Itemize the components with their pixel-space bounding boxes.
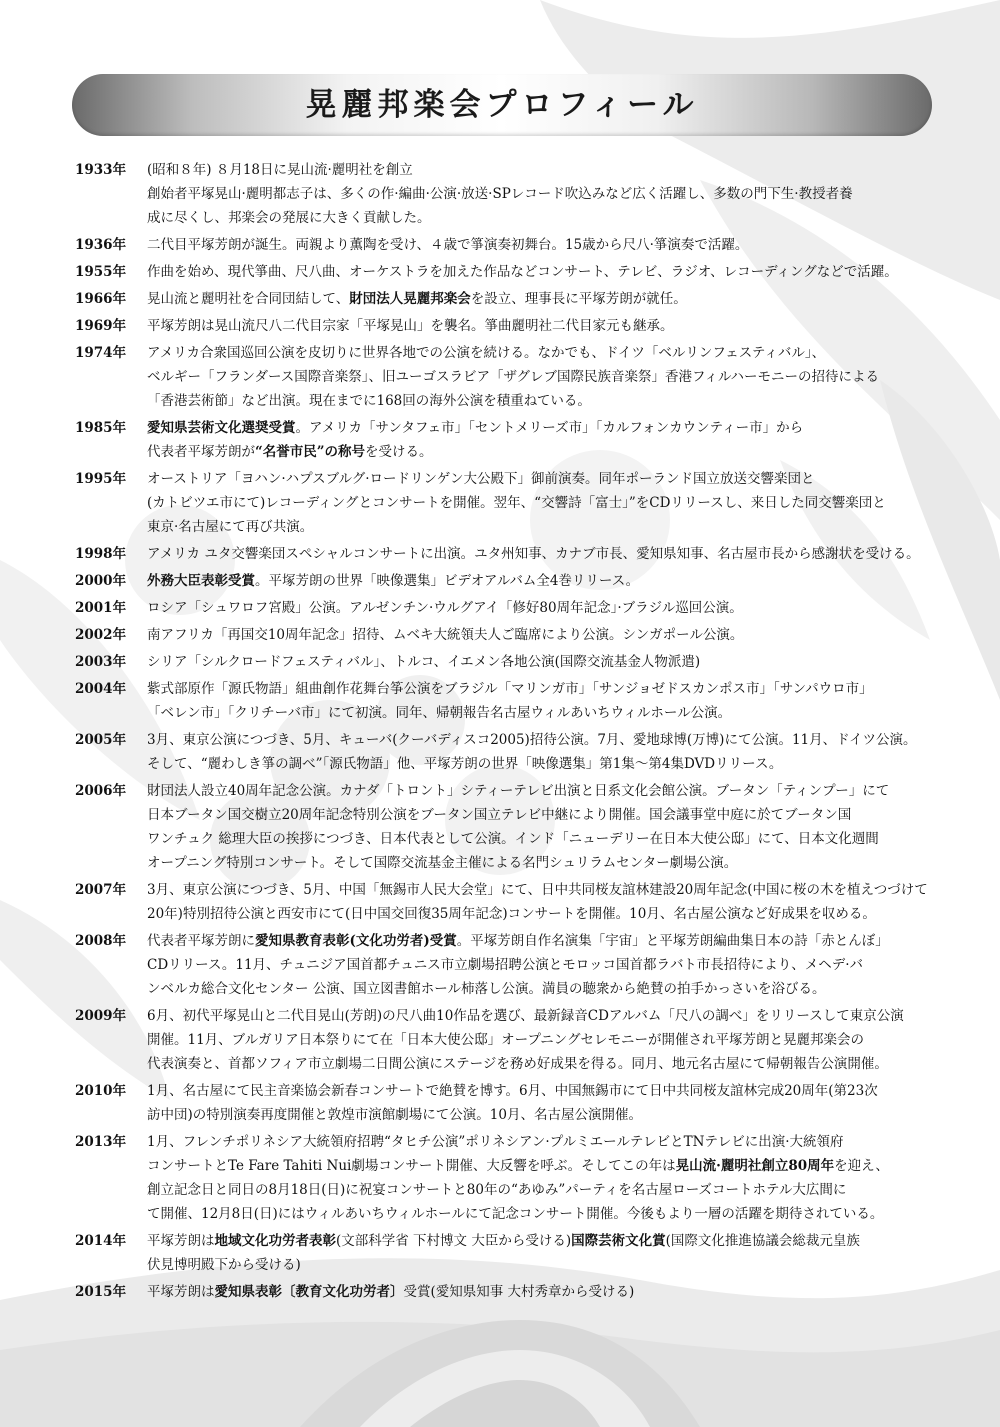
entry-text-segment: (国際文化推進協議会総裁元皇族 [665,1233,860,1249]
entry-text-segment: を受ける。 [365,444,433,460]
entry-year: 1936年 [75,237,127,253]
entry-line [147,1130,947,1154]
entry-text [147,158,947,230]
entry-text-segment: ロシア「シュワロフ宮殿」公演。アルゼンチン·ウルグアイ「修好80周年記念」·ブラジル巡回公演。 [147,600,743,616]
entry-year: 2009年 [75,1008,127,1024]
timeline-entry [0,677,1000,725]
entry-text-segment: 。アメリカ「サンタフェ市」「セントメリーズ市」「カルフォンカウンティー市」から [295,420,804,436]
timeline-entry [0,542,1000,566]
entry-text [147,287,947,311]
entry-line [147,341,947,365]
entry-text [147,341,947,413]
entry-text [147,728,947,776]
entry-line [147,1052,947,1076]
entry-text-segment: 代表者平塚芳朗に [147,933,255,949]
entry-text-segment: (昭和８年) ８月18日に晃山流·麗明社を創立 [147,162,413,178]
entry-text-segment: 東京·名古屋にて再び共演。 [147,519,314,535]
entry-line [147,929,947,953]
entry-year: 2015年 [75,1284,127,1300]
entry-line [147,953,947,977]
entry-year: 1974年 [75,345,127,361]
highlighted-text: 愛知県表彰〔教育文化功労者〕 [214,1284,404,1300]
entry-text-segment: 平塚芳朗は [147,1233,215,1249]
highlighted-text: “名誉市民”の称号 [255,444,366,460]
entry-text [147,596,947,620]
timeline-entry [0,233,1000,257]
entry-line [147,977,947,1001]
entry-year: 1933年 [75,162,127,178]
page-title: 晃麗邦楽会プロフィール [305,87,699,123]
entry-text-segment: アメリカ合衆国巡回公演を皮切りに世界各地での公演を続ける。なかでも、ドイツ「ベルリンフェスティバル」、 [147,345,826,361]
timeline-entry [0,1280,1000,1304]
entry-line [147,569,947,593]
entry-text [147,677,947,725]
entry-text-segment: 「ベレン市」「クリチーバ市」にて初演。同年、帰朝報告名古屋ウィルあいちウィルホール公演。 [147,705,732,721]
entry-line [147,233,947,257]
entry-line [147,1280,947,1304]
entry-text [147,1229,947,1277]
entry-line [147,158,947,182]
entry-text-segment: 平塚芳朗は [147,1284,215,1300]
entry-text-segment: 3月、東京公演につづき、5月、キューバ(クーバディスコ2005)招待公演。7月、愛地球博(万博)にて公演。11月、ドイツ公演。 [147,732,917,748]
entry-text [147,929,947,1001]
entry-line [147,515,947,539]
timeline-entry [0,467,1000,539]
timeline-entry [0,341,1000,413]
entry-line [147,728,947,752]
entry-text-segment: そして、“麗わしき箏の調べ”「源氏物語」他、平塚芳朗の世界「映像選集」第1集～第4集DVDリリース。 [147,756,783,772]
entry-line [147,1103,947,1127]
entry-line [147,827,947,851]
timeline-entry [0,1079,1000,1127]
entry-year: 2008年 [75,933,127,949]
entry-year: 2006年 [75,783,127,799]
entry-line [147,542,947,566]
entry-text-segment: 成に尽くし、邦楽会の発展に大きく貢献した。 [147,210,431,226]
entry-text-segment: オーストリア「ヨハン·ハプスブルグ·ロードリンゲン大公殿下」御前演奏。同年ポーランド国立放送交響楽団と [147,471,815,487]
entry-text-segment: ワンチュク 総理大臣の挨拶につづき、日本代表として公演。インド「ニューデリー在日本大使公邸」にて、日本文化週間 [147,831,879,847]
timeline-entry [0,929,1000,1001]
timeline-entry [0,1130,1000,1226]
highlighted-text: 国際芸術文化賞 [571,1233,666,1249]
entry-text-segment: コンサートとTe Fare Tahiti Nui劇場コンサート開催、大反響を呼ぶ。そしてこの年は [147,1158,676,1174]
highlighted-text: 晃山流·麗明社創立80周年 [675,1158,835,1174]
entry-year: 2003年 [75,654,127,670]
highlighted-text: 愛知県芸術文化選奨受賞 [147,420,296,436]
entry-line [147,701,947,725]
entry-text [147,1130,947,1226]
timeline-entry [0,728,1000,776]
entry-text-segment: 平塚芳朗は晃山流尺八二代目宗家「平塚晃山」を襲名。箏曲麗明社二代目家元も継承。 [147,318,674,334]
entry-line [147,389,947,413]
entry-line [147,287,947,311]
entry-text [147,1004,947,1076]
entry-year: 2000年 [75,573,127,589]
entry-text [147,623,947,647]
entry-text-segment: CDリリース。11月、チュニジア国首都チュニス市立劇場招聘公演とモロッコ国首都ラバト市長招待により、メヘデ·バ [147,957,864,973]
entry-text-segment: (文部科学省 下村博文 大臣から受ける) [336,1233,572,1249]
entry-text-segment: 代表演奏と、首都ソフィア市立劇場二日間公演にステージを務め好成果を得る。同月、地元名古屋にて帰朝報告公演開催。 [147,1056,888,1072]
entry-year: 2010年 [75,1083,127,1099]
entry-text-segment: (カトビツエ市にて)レコーディングとコンサートを開催。翌年、“交響詩「富士」”をCDリリースし、来日した同交響楽団と [147,495,886,511]
entry-year: 2004年 [75,681,127,697]
entry-text-segment: 作曲を始め、現代箏曲、尺八曲、オーケストラを加えた作品などコンサート、テレビ、ラジオ、レコーディングなどで活躍。 [147,264,898,280]
timeline-entry [0,314,1000,338]
entry-text-segment: オープニング特別コンサート。そして国際交流基金主催による名門シュリラムセンター劇場公演。 [147,855,738,871]
entry-text-segment: 紫式部原作「源氏物語」組曲創作花舞台筝公演をブラジル「マリンガ市」「サンジョゼドスカンポス市」「サンパウロ市」 [147,681,873,697]
timeline-entry [0,569,1000,593]
entry-line [147,1178,947,1202]
entry-year: 1995年 [75,471,127,487]
entry-year: 2002年 [75,627,127,643]
entry-text [147,1280,947,1304]
entry-text-segment: 創立記念日と同日の8月18日(日)に祝宴コンサートと80年の“あゆみ”パーティを名古屋ローズコートホテル大広間に [147,1182,847,1198]
entry-line [147,260,947,284]
entry-text [147,650,947,674]
entry-line [147,677,947,701]
entry-text-segment: 「香港芸術節」など出演。現在までに168回の海外公演を積重ねている。 [147,393,591,409]
entry-line [147,752,947,776]
entry-text-segment: 訪中団)の特別演奏再度開催と敦煌市演館劇場にて公演。10月、名古屋公演開催。 [147,1107,642,1123]
entry-line [147,596,947,620]
entry-text [147,233,947,257]
entry-line [147,803,947,827]
entry-text-segment: 20年)特別招待公演と西安市にて(日中国交回復35周年記念)コンサートを開催。10月、名古屋公演など好成果を収める。 [147,906,876,922]
entry-year: 2014年 [75,1233,127,1249]
entry-text-segment: 二代目平塚芳朗が誕生。両親より薫陶を受け、４歳で箏演奏初舞台。15歳から尺八·箏演奏で活躍。 [147,237,749,253]
entry-text [147,416,947,464]
entry-text-segment: ンベルカ総合文化センター 公演、国立図書館ホール柿落し公演。満員の聴衆から絶賛の拍手かっさいを浴びる。 [147,981,826,997]
entry-text [147,569,947,593]
entry-text-segment: 財団法人設立40周年記念公演。カナダ「トロント」シティーテレビ出演と日系文化会館公演。ブータン「ティンプー」にて [147,783,890,799]
entry-text-segment: を設立、理事長に平塚芳朗が就任。 [470,291,687,307]
entry-line [147,1253,947,1277]
entry-year: 1955年 [75,264,127,280]
entry-text [147,467,947,539]
entry-year: 2001年 [75,600,127,616]
entry-line [147,902,947,926]
profile-timeline [0,158,1000,1307]
entry-line [147,1028,947,1052]
entry-text-segment: 3月、東京公演につづき、5月、中国「無錫市人民大会堂」にて、日中共同桜友誼林建設20周年記念(中国に桜の木を植えつづけて [147,882,928,898]
timeline-entry [0,1229,1000,1277]
entry-line [147,491,947,515]
entry-line [147,440,947,464]
entry-text [147,314,947,338]
timeline-entry [0,260,1000,284]
timeline-entry [0,416,1000,464]
timeline-entry [0,287,1000,311]
entry-text [147,1079,947,1127]
entry-line [147,1004,947,1028]
entry-line [147,467,947,491]
entry-line [147,182,947,206]
entry-text [147,878,947,926]
entry-text-segment: ベルギー「フランダース国際音楽祭」、旧ユーゴスラビア「ザグレブ国際民族音楽祭」香港フィルハーモニーの招待による [147,369,879,385]
entry-text-segment: 。平塚芳朗自作名演集「宇宙」と平塚芳朗編曲集日本の詩「赤とんぼ」 [456,933,889,949]
entry-year: 2013年 [75,1134,127,1150]
entry-text-segment: 1月、フレンチポリネシア大統領府招聘“タヒチ公演”ポリネシアン·プルミエールテレビとTNテレビに出演·大統領府 [147,1134,844,1150]
entry-line [147,1154,947,1178]
highlighted-text: 愛知県教育表彰(文化功労者)受賞 [255,933,457,949]
entry-text-segment: 代表者平塚芳朗が [147,444,255,460]
entry-text-segment: を迎え、 [834,1158,889,1174]
timeline-entry [0,878,1000,926]
entry-text-segment: 。平塚芳朗の世界「映像選集」ビデオアルバム全4巻リリース。 [255,573,640,589]
timeline-entry [0,596,1000,620]
entry-text-segment: 晃山流と麗明社を合同団結して、 [147,291,350,307]
entry-text-segment: 1月、名古屋にて民主音楽協会新春コンサートで絶賛を博す。6月、中国無錫市にて日中共同桜友誼林完成20周年(第23次 [147,1083,878,1099]
entry-text-segment: シリア「シルクロードフェスティバル」、トルコ、イエメン各地公演(国際交流基金人物派遣) [147,654,701,670]
timeline-entry [0,158,1000,230]
highlighted-text: 財団法人晃麗邦楽会 [349,291,471,307]
timeline-entry [0,623,1000,647]
entry-line [147,416,947,440]
highlighted-text: 地域文化功労者表彰 [214,1233,336,1249]
timeline-entry [0,1004,1000,1076]
entry-line [147,1079,947,1103]
entry-year: 2005年 [75,732,127,748]
entry-text-segment: 6月、初代平塚晃山と二代目晃山(芳朗)の尺八曲10作品を選び、最新録音CDアルバム「尺八の調べ」をリリースして東京公演 [147,1008,904,1024]
entry-line [147,1229,947,1253]
entry-year: 1985年 [75,420,127,436]
entry-text-segment: 日本ブータン国交樹立20周年記念特別公演をブータン国立テレビ中継により開催。国会議事堂中庭に於てブータン国 [147,807,852,823]
entry-text-segment: 伏見博明殿下から受ける) [147,1257,301,1273]
entry-line [147,365,947,389]
entry-line [147,623,947,647]
entry-text-segment: て開催、12月8日(日)にはウィルあいちウィルホールにて記念コンサート開催。今後もより一層の活躍を期待されている。 [147,1206,884,1222]
timeline-entry [0,779,1000,875]
entry-line [147,314,947,338]
entry-text-segment: 受賞(愛知県知事 大村秀章から受ける) [403,1284,635,1300]
timeline-entry [0,650,1000,674]
entry-year: 1998年 [75,546,127,562]
entry-text-segment: 開催。11月、ブルガリア日本祭りにて在「日本大使公邸」オープニングセレモニーが開催され平塚芳朗と晃麗邦楽会の [147,1032,865,1048]
entry-year: 1969年 [75,318,127,334]
entry-text-segment: 南アフリカ「再国交10周年記念」招待、ムベキ大統領夫人ご臨席により公演。シンガポール公演。 [147,627,744,643]
entry-line [147,1202,947,1226]
highlighted-text: 外務大臣表彰受賞 [147,573,255,589]
entry-line [147,206,947,230]
entry-year: 1966年 [75,291,127,307]
entry-line [147,878,947,902]
entry-line [147,779,947,803]
entry-text [147,779,947,875]
entry-year: 2007年 [75,882,127,898]
entry-text-segment: 創始者平塚晃山·麗明都志子は、多くの作·編曲·公演·放送·SPレコード吹込みなど広く活躍し、多数の門下生·教授者養 [147,186,853,202]
entry-text-segment: アメリカ ユタ交響楽団スペシャルコンサートに出演。ユタ州知事、カナブ市長、愛知県知事、名古屋市長から感謝状を受ける。 [147,546,920,562]
entry-line [147,650,947,674]
entry-line [147,851,947,875]
entry-text [147,260,947,284]
entry-text [147,542,947,566]
